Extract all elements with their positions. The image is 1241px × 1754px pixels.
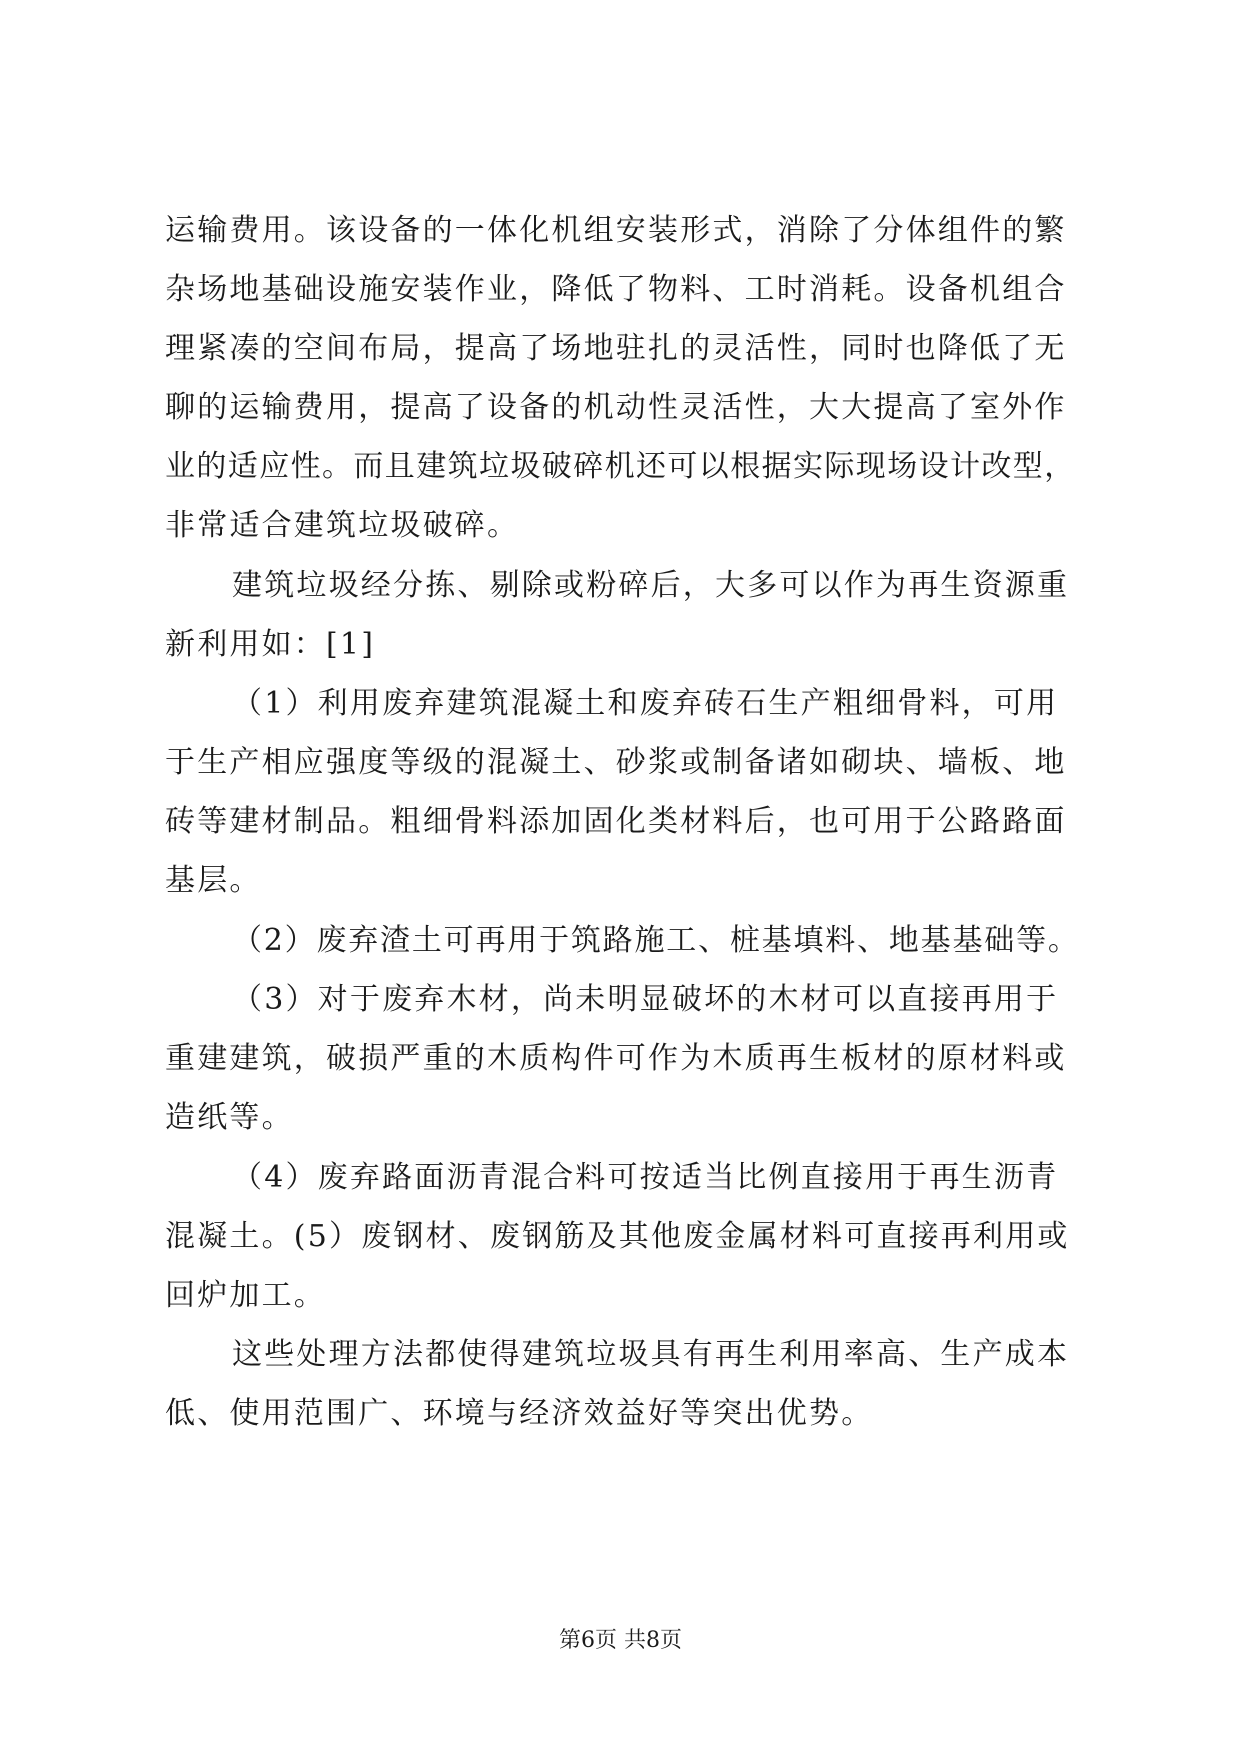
body-text-line: 回炉加工。 <box>165 1278 326 1313</box>
body-text-line: 业的适应性。而且建筑垃圾破碎机还可以根据实际现场设计改型， <box>165 449 1076 484</box>
body-text-line: 非常适合建筑垃圾破碎。 <box>165 508 520 543</box>
paragraph-first-line: 建筑垃圾经分拣、剔除或粉碎后，大多可以作为再生资源重 <box>232 568 1070 603</box>
list-item-3-first-line: （3）对于废弃木材，尚未明显破坏的木材可以直接再用于 <box>232 982 1059 1017</box>
body-text-line: 砖等建材制品。粗细骨料添加固化类材料后，也可用于公路路面 <box>165 804 1067 839</box>
body-text-line: 重建建筑，破损严重的木质构件可作为木质再生板材的原材料或 <box>165 1041 1067 1076</box>
body-text-line: 理紧凑的空间布局，提高了场地驻扎的灵活性，同时也降低了无 <box>165 331 1067 366</box>
list-item-1-first-line: （1）利用废弃建筑混凝土和废弃砖石生产粗细骨料，可用 <box>232 686 1059 721</box>
page-number-footer: 第6页 共8页 <box>559 1628 682 1653</box>
body-text-line: 低、使用范围广、环境与经济效益好等突出优势。 <box>165 1396 874 1431</box>
body-text-line: 杂场地基础设施安装作业，降低了物料、工时消耗。设备机组合 <box>165 272 1067 307</box>
body-text-line: 混凝土。(5）废钢材、废钢筋及其他废金属材料可直接再利用或 <box>165 1219 1070 1254</box>
body-text-line: 聊的运输费用，提高了设备的机动性灵活性，大大提高了室外作 <box>165 390 1067 425</box>
body-text-line: 运输费用。该设备的一体化机组安装形式，消除了分体组件的繁 <box>165 213 1067 248</box>
list-item-2-line: （2）废弃渣土可再用于筑路施工、桩基填料、地基基础等。 <box>232 923 1080 958</box>
body-text-line: 基层。 <box>165 863 262 898</box>
body-text-line: 于生产相应强度等级的混凝土、砂浆或制备诸如砌块、墙板、地 <box>165 745 1067 780</box>
list-item-4-first-line: （4）废弃路面沥青混合料可按适当比例直接用于再生沥青 <box>232 1160 1059 1195</box>
body-text-line: 造纸等。 <box>165 1100 294 1135</box>
body-text-line: 新利用如：[1] <box>165 627 376 662</box>
paragraph-first-line: 这些处理方法都使得建筑垃圾具有再生利用率高、生产成本 <box>232 1337 1070 1372</box>
